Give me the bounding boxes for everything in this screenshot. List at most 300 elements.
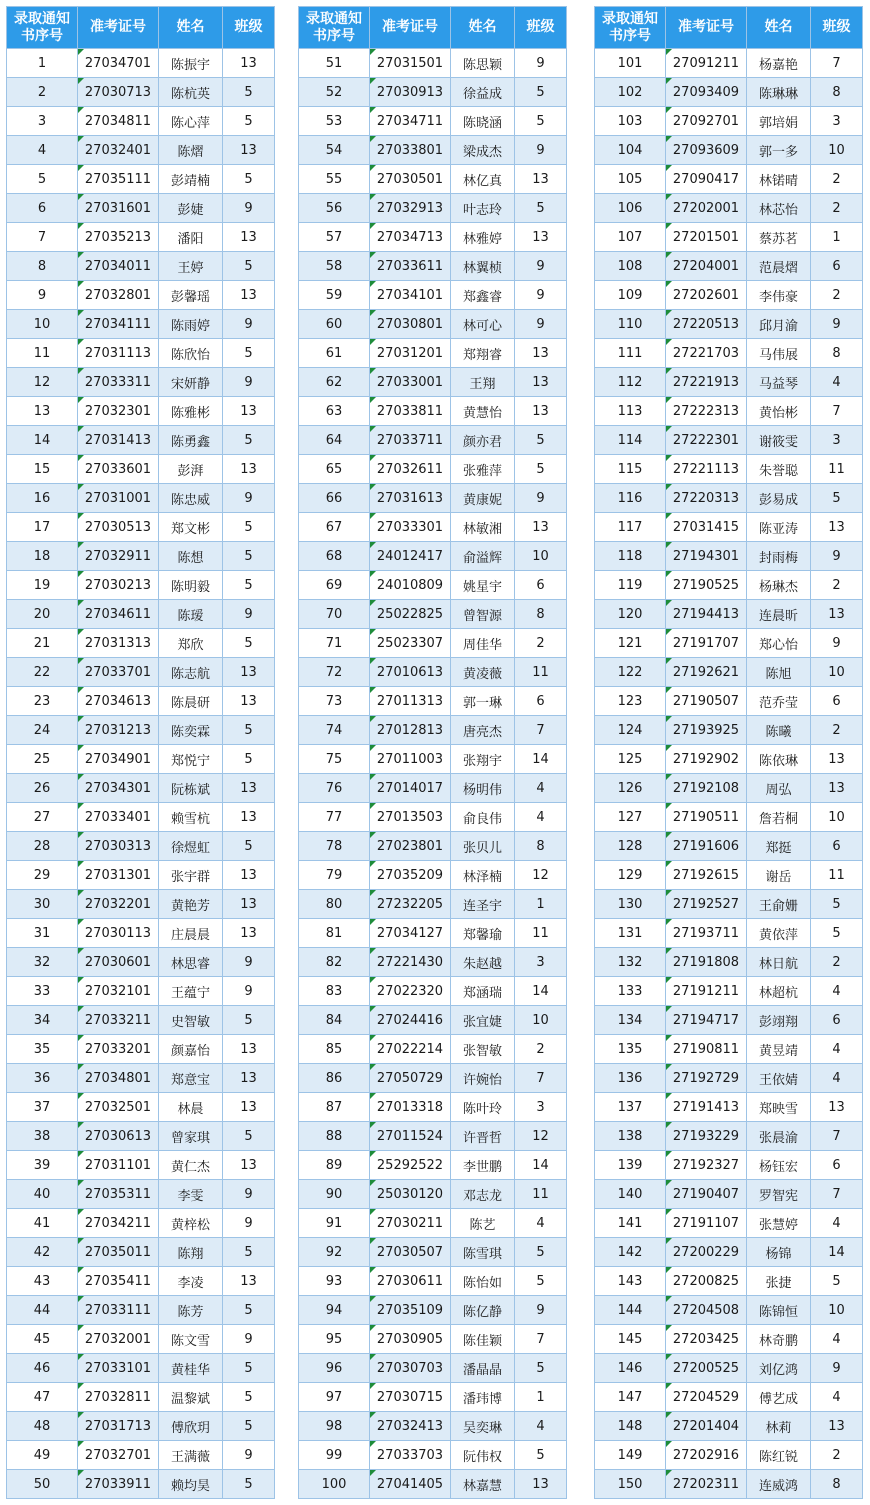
table-row (595, 600, 863, 629)
seq-cell: 61 (299, 339, 370, 368)
name-cell: 陈忠威 (159, 484, 223, 513)
exam-number-cell: 27190525 (666, 571, 747, 600)
class-cell: 6 (811, 1006, 863, 1035)
seq-cell: 29 (7, 861, 78, 890)
table-row (7, 1093, 275, 1122)
seq-cell: 25 (7, 745, 78, 774)
class-cell: 3 (515, 948, 567, 977)
exam-number-cell: 27034111 (78, 310, 159, 339)
exam-number-cell: 25030120 (370, 1180, 451, 1209)
exam-number-cell: 27032301 (78, 397, 159, 426)
class-cell: 14 (515, 1151, 567, 1180)
class-cell: 13 (223, 861, 275, 890)
exam-number-cell: 27032811 (78, 1383, 159, 1412)
class-cell: 7 (515, 1064, 567, 1093)
seq-cell: 51 (299, 49, 370, 78)
table-row (299, 716, 567, 745)
seq-cell: 41 (7, 1209, 78, 1238)
class-cell: 13 (223, 1151, 275, 1180)
name-cell: 王满薇 (159, 1441, 223, 1470)
exam-number-cell: 27032611 (370, 455, 451, 484)
seq-cell: 54 (299, 136, 370, 165)
seq-cell: 50 (7, 1470, 78, 1499)
table-row (299, 600, 567, 629)
name-cell: 俞溢辉 (451, 542, 515, 571)
exam-number-cell: 27030913 (370, 78, 451, 107)
exam-number-cell: 27033611 (370, 252, 451, 281)
seq-cell: 60 (299, 310, 370, 339)
table-row (299, 1209, 567, 1238)
seq-cell: 140 (595, 1180, 666, 1209)
exam-number-cell: 27221113 (666, 455, 747, 484)
class-cell: 5 (515, 1354, 567, 1383)
name-cell: 郑心怡 (747, 629, 811, 658)
name-cell: 彭湃 (159, 455, 223, 484)
name-cell: 李世鹏 (451, 1151, 515, 1180)
seq-cell: 20 (7, 600, 78, 629)
class-cell: 9 (223, 310, 275, 339)
table-row (595, 890, 863, 919)
table-row (299, 455, 567, 484)
name-cell: 陈杭英 (159, 78, 223, 107)
name-cell: 姚星宇 (451, 571, 515, 600)
exam-number-cell: 27220313 (666, 484, 747, 513)
seq-cell: 147 (595, 1383, 666, 1412)
name-cell: 陈叶玲 (451, 1093, 515, 1122)
name-cell: 阮伟权 (451, 1441, 515, 1470)
table-row (595, 1470, 863, 1499)
name-cell: 陈雨婷 (159, 310, 223, 339)
exam-number-cell: 27030703 (370, 1354, 451, 1383)
table-row (7, 774, 275, 803)
table-row (595, 107, 863, 136)
seq-cell: 132 (595, 948, 666, 977)
table-row (299, 832, 567, 861)
exam-number-cell: 27193925 (666, 716, 747, 745)
seq-cell: 145 (595, 1325, 666, 1354)
seq-cell: 128 (595, 832, 666, 861)
name-cell: 郭一多 (747, 136, 811, 165)
name-cell: 庄晨晨 (159, 919, 223, 948)
seq-cell: 39 (7, 1151, 78, 1180)
admission-table-2 (298, 6, 567, 1499)
table-row (7, 484, 275, 513)
table-row (299, 542, 567, 571)
class-cell: 1 (811, 223, 863, 252)
name-cell: 许晋哲 (451, 1122, 515, 1151)
exam-number-cell: 27201404 (666, 1412, 747, 1441)
exam-number-cell: 27032101 (78, 977, 159, 1006)
table-row (7, 194, 275, 223)
name-cell: 陈芳 (159, 1296, 223, 1325)
exam-number-cell: 27034211 (78, 1209, 159, 1238)
exam-number-cell: 27035209 (370, 861, 451, 890)
name-cell: 朱赵越 (451, 948, 515, 977)
exam-number-cell: 27204529 (666, 1383, 747, 1412)
exam-number-cell: 27190511 (666, 803, 747, 832)
name-cell: 郑鑫睿 (451, 281, 515, 310)
name-cell: 陈勇鑫 (159, 426, 223, 455)
class-cell: 4 (515, 1209, 567, 1238)
seq-cell: 117 (595, 513, 666, 542)
class-cell: 9 (515, 281, 567, 310)
class-cell: 13 (223, 658, 275, 687)
class-cell: 5 (223, 1383, 275, 1412)
table-row (595, 919, 863, 948)
table-row (595, 1441, 863, 1470)
seq-cell: 64 (299, 426, 370, 455)
class-cell: 5 (515, 78, 567, 107)
table-row (595, 1151, 863, 1180)
table-row (7, 165, 275, 194)
seq-cell: 38 (7, 1122, 78, 1151)
exam-number-cell: 27030905 (370, 1325, 451, 1354)
name-cell: 郑意宝 (159, 1064, 223, 1093)
table-body (595, 49, 863, 1499)
class-cell: 10 (811, 136, 863, 165)
seq-cell: 8 (7, 252, 78, 281)
table-row (595, 1122, 863, 1151)
exam-number-cell: 24010809 (370, 571, 451, 600)
name-cell: 郑映雪 (747, 1093, 811, 1122)
seq-cell: 82 (299, 948, 370, 977)
name-cell: 傅欣玥 (159, 1412, 223, 1441)
seq-cell: 88 (299, 1122, 370, 1151)
name-cell: 陈晨研 (159, 687, 223, 716)
name-cell: 郭培娟 (747, 107, 811, 136)
seq-cell: 58 (299, 252, 370, 281)
class-cell: 9 (811, 542, 863, 571)
class-cell: 2 (811, 281, 863, 310)
class-cell: 9 (223, 948, 275, 977)
table-row (299, 948, 567, 977)
seq-cell: 16 (7, 484, 78, 513)
class-cell: 8 (515, 832, 567, 861)
class-cell: 7 (515, 716, 567, 745)
exam-number-cell: 27090417 (666, 165, 747, 194)
class-cell: 4 (811, 1325, 863, 1354)
exam-number-cell: 27030801 (370, 310, 451, 339)
table-row (7, 252, 275, 281)
seq-cell: 137 (595, 1093, 666, 1122)
class-cell: 2 (811, 571, 863, 600)
class-cell: 6 (811, 832, 863, 861)
class-cell: 14 (515, 977, 567, 1006)
table-row (595, 948, 863, 977)
name-cell: 史智敏 (159, 1006, 223, 1035)
table-row (7, 1267, 275, 1296)
seq-cell: 138 (595, 1122, 666, 1151)
class-cell: 2 (515, 629, 567, 658)
exam-number-cell: 27031413 (78, 426, 159, 455)
class-cell: 13 (515, 1470, 567, 1499)
exam-number-cell: 27033311 (78, 368, 159, 397)
table-row (299, 1267, 567, 1296)
exam-number-cell: 27013503 (370, 803, 451, 832)
name-cell: 陈思颖 (451, 49, 515, 78)
exam-number-cell: 27013318 (370, 1093, 451, 1122)
seq-cell: 71 (299, 629, 370, 658)
class-cell: 5 (515, 1238, 567, 1267)
name-cell: 黄依萍 (747, 919, 811, 948)
class-cell: 4 (811, 368, 863, 397)
table-row (7, 832, 275, 861)
class-cell: 2 (811, 1441, 863, 1470)
seq-header (7, 7, 78, 49)
exam-number-cell: 27032913 (370, 194, 451, 223)
class-cell: 8 (811, 1470, 863, 1499)
class-cell: 14 (811, 1238, 863, 1267)
class-cell: 9 (811, 629, 863, 658)
exam-number-cell: 27032911 (78, 542, 159, 571)
exam-number-cell: 27204508 (666, 1296, 747, 1325)
exam-number-cell: 27022320 (370, 977, 451, 1006)
class-cell: 2 (811, 194, 863, 223)
class-cell: 9 (223, 977, 275, 1006)
name-cell: 阮栋斌 (159, 774, 223, 803)
seq-cell: 141 (595, 1209, 666, 1238)
exam-number-cell: 27202916 (666, 1441, 747, 1470)
class-cell: 9 (223, 194, 275, 223)
seq-cell: 69 (299, 571, 370, 600)
class-cell: 2 (811, 716, 863, 745)
seq-cell: 113 (595, 397, 666, 426)
name-cell: 颜亦君 (451, 426, 515, 455)
exam-number-cell: 27200525 (666, 1354, 747, 1383)
name-cell: 陈奕霖 (159, 716, 223, 745)
exam-number-cell: 27204001 (666, 252, 747, 281)
exam-number-cell: 27034613 (78, 687, 159, 716)
seq-cell: 37 (7, 1093, 78, 1122)
name-cell: 陈艺 (451, 1209, 515, 1238)
class-cell: 13 (223, 136, 275, 165)
name-cell: 林可心 (451, 310, 515, 339)
table-row (595, 1325, 863, 1354)
table-row (7, 1296, 275, 1325)
class-cell: 13 (811, 1412, 863, 1441)
table-row (7, 426, 275, 455)
name-cell: 林晨 (159, 1093, 223, 1122)
name-cell: 邓志龙 (451, 1180, 515, 1209)
name-cell: 林日航 (747, 948, 811, 977)
seq-cell: 135 (595, 1035, 666, 1064)
exam-number-cell: 27193711 (666, 919, 747, 948)
header-row (7, 7, 275, 49)
table-row (299, 368, 567, 397)
name-cell: 王依婧 (747, 1064, 811, 1093)
seq-cell: 108 (595, 252, 666, 281)
class-cell: 4 (515, 774, 567, 803)
name-cell: 林亿真 (451, 165, 515, 194)
table-row (7, 513, 275, 542)
class-cell: 13 (223, 281, 275, 310)
class-cell: 1 (515, 1383, 567, 1412)
seq-cell: 87 (299, 1093, 370, 1122)
seq-cell: 73 (299, 687, 370, 716)
class-cell: 13 (223, 49, 275, 78)
seq-cell: 139 (595, 1151, 666, 1180)
seq-cell: 36 (7, 1064, 78, 1093)
exam-number-cell: 27031601 (78, 194, 159, 223)
exam-number-cell: 27014017 (370, 774, 451, 803)
name-cell: 范晨熠 (747, 252, 811, 281)
exam-number-cell: 27030613 (78, 1122, 159, 1151)
seq-cell: 24 (7, 716, 78, 745)
table-row (299, 223, 567, 252)
exam-number-cell: 27203425 (666, 1325, 747, 1354)
seq-header-line2: 书序号 (21, 27, 63, 44)
exam-number-cell: 27035411 (78, 1267, 159, 1296)
table-row (595, 136, 863, 165)
class-cell: 13 (515, 397, 567, 426)
seq-cell: 14 (7, 426, 78, 455)
name-cell: 连圣宇 (451, 890, 515, 919)
class-cell: 6 (811, 252, 863, 281)
exam-number-cell: 27034611 (78, 600, 159, 629)
table-row (299, 1180, 567, 1209)
table-row (595, 49, 863, 78)
table-row (299, 1412, 567, 1441)
table-row (7, 716, 275, 745)
table-row (299, 252, 567, 281)
class-cell: 5 (223, 107, 275, 136)
class-cell: 13 (223, 919, 275, 948)
exam-number-cell: 27030513 (78, 513, 159, 542)
name-cell: 林泽楠 (451, 861, 515, 890)
name-cell: 潘玮博 (451, 1383, 515, 1412)
seq-cell: 1 (7, 49, 78, 78)
name-cell: 黄艳芳 (159, 890, 223, 919)
name-cell: 张晨渝 (747, 1122, 811, 1151)
seq-cell: 146 (595, 1354, 666, 1383)
class-cell: 13 (811, 600, 863, 629)
exam-number-cell: 27191211 (666, 977, 747, 1006)
exam-number-cell: 27034701 (78, 49, 159, 78)
seq-cell: 129 (595, 861, 666, 890)
seq-cell: 35 (7, 1035, 78, 1064)
table-row (595, 861, 863, 890)
exam-number-cell: 27201501 (666, 223, 747, 252)
seq-header-line2: 书序号 (609, 27, 651, 44)
exam-number-cell: 27012813 (370, 716, 451, 745)
class-cell: 13 (223, 1093, 275, 1122)
class-cell: 5 (223, 339, 275, 368)
name-cell: 张智敏 (451, 1035, 515, 1064)
seq-cell: 101 (595, 49, 666, 78)
name-cell: 林敏湘 (451, 513, 515, 542)
table-row (299, 861, 567, 890)
table-row (299, 194, 567, 223)
class-cell: 11 (515, 919, 567, 948)
class-cell: 9 (223, 484, 275, 513)
table-row (299, 1122, 567, 1151)
seq-cell: 53 (299, 107, 370, 136)
class-cell: 13 (223, 774, 275, 803)
exam-number-cell: 27033601 (78, 455, 159, 484)
seq-cell: 63 (299, 397, 370, 426)
seq-cell: 119 (595, 571, 666, 600)
exam-number-cell: 27033711 (370, 426, 451, 455)
seq-cell: 3 (7, 107, 78, 136)
table-row (7, 455, 275, 484)
table-row (595, 1296, 863, 1325)
exam-number-cell: 27190407 (666, 1180, 747, 1209)
table-row (299, 571, 567, 600)
name-cell: 张雅萍 (451, 455, 515, 484)
seq-cell: 17 (7, 513, 78, 542)
class-cell: 5 (223, 571, 275, 600)
name-cell: 马益琴 (747, 368, 811, 397)
exam-number-cell: 27011003 (370, 745, 451, 774)
name-cell: 陈锦恒 (747, 1296, 811, 1325)
table-row (7, 687, 275, 716)
seq-cell: 23 (7, 687, 78, 716)
table-header (7, 7, 275, 49)
class-header: 班级 (811, 7, 863, 49)
exam-number-cell: 27030113 (78, 919, 159, 948)
seq-cell: 44 (7, 1296, 78, 1325)
seq-cell: 75 (299, 745, 370, 774)
name-cell: 杨钰宏 (747, 1151, 811, 1180)
class-cell: 3 (515, 1093, 567, 1122)
table-row (7, 861, 275, 890)
table-row (299, 165, 567, 194)
seq-cell: 11 (7, 339, 78, 368)
exam-number-cell: 27035213 (78, 223, 159, 252)
table-row (595, 194, 863, 223)
exam-number-cell: 27032001 (78, 1325, 159, 1354)
name-cell: 林嘉慧 (451, 1470, 515, 1499)
exam-number-cell: 27191808 (666, 948, 747, 977)
seq-cell: 34 (7, 1006, 78, 1035)
seq-cell: 97 (299, 1383, 370, 1412)
table-row (7, 1238, 275, 1267)
exam-number-cell: 27030601 (78, 948, 159, 977)
seq-cell: 120 (595, 600, 666, 629)
table-row (7, 1180, 275, 1209)
exam-number-cell: 27011524 (370, 1122, 451, 1151)
exam-number-cell: 27031613 (370, 484, 451, 513)
seq-cell: 72 (299, 658, 370, 687)
table-row (299, 919, 567, 948)
exam-number-cell: 25022825 (370, 600, 451, 629)
table-row (595, 1209, 863, 1238)
seq-cell: 74 (299, 716, 370, 745)
table-row (7, 310, 275, 339)
class-cell: 4 (515, 803, 567, 832)
seq-cell: 89 (299, 1151, 370, 1180)
table-row (299, 1035, 567, 1064)
table-header (299, 7, 567, 49)
seq-cell: 142 (595, 1238, 666, 1267)
class-cell: 5 (223, 542, 275, 571)
name-cell: 王婷 (159, 252, 223, 281)
table-row (299, 1470, 567, 1499)
table-row (7, 281, 275, 310)
name-cell: 宋妍静 (159, 368, 223, 397)
table-header (595, 7, 863, 49)
name-cell: 周佳华 (451, 629, 515, 658)
table-row (7, 49, 275, 78)
exam-number-cell: 27033001 (370, 368, 451, 397)
table-row (7, 919, 275, 948)
table-row (299, 1093, 567, 1122)
name-cell: 潘阳 (159, 223, 223, 252)
name-cell: 杨锦 (747, 1238, 811, 1267)
seq-cell: 122 (595, 658, 666, 687)
table-row (7, 397, 275, 426)
seq-cell: 80 (299, 890, 370, 919)
